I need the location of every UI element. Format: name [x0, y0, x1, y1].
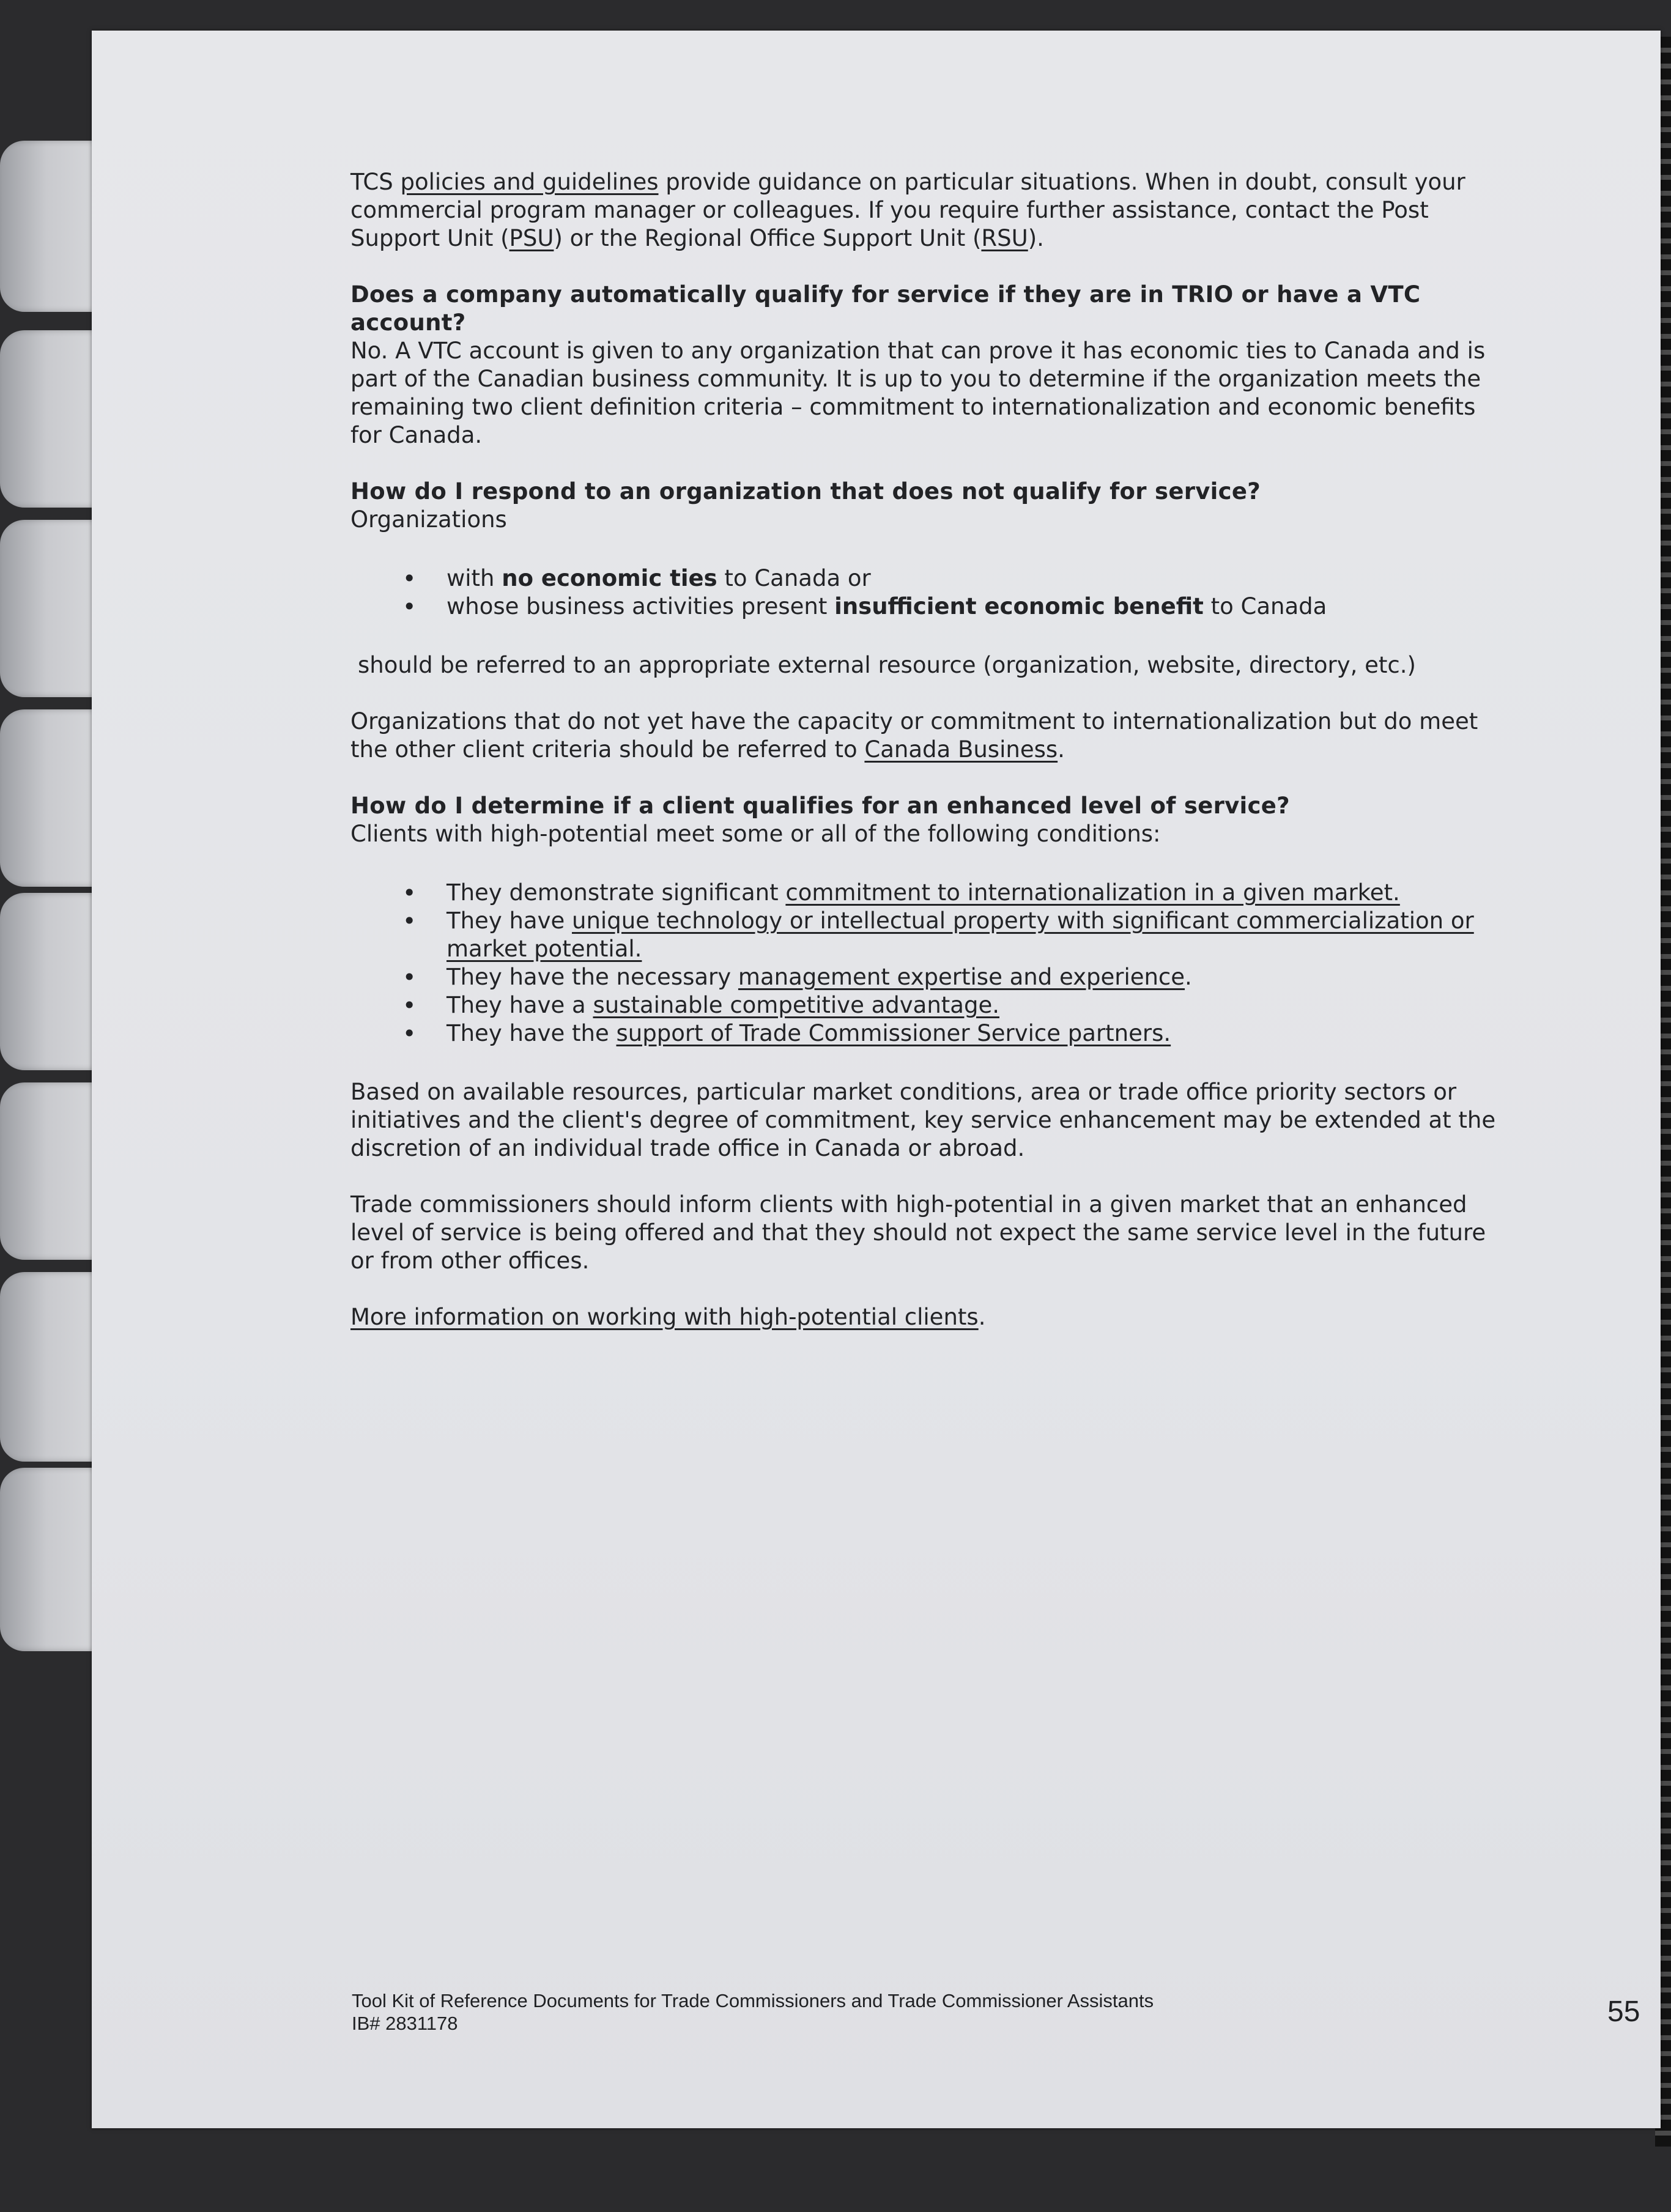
answer-lead: Organizations — [350, 506, 507, 533]
list-item: • They demonstrate significant commitment to internationalization in a given market. — [402, 879, 1513, 907]
psu-link[interactable]: PSU — [509, 225, 554, 251]
list-item: • whose business activities present insufficient economic benefit to Canada — [402, 593, 1513, 621]
unique-technology-link[interactable]: unique technology or intellectual property with significant commercialization or market potential. — [446, 908, 1474, 962]
intro-text: ). — [1028, 225, 1044, 251]
high-potential-clients-link[interactable]: More information on working with high-potential clients — [350, 1304, 979, 1330]
list-item: • They have unique technology or intellectual property with significant commercialization or market potential. — [402, 907, 1513, 963]
answer-paragraph: Based on available resources, particular market conditions, area or trade office priority sectors or initiatives and the client's degree of commitment, key service enhancement may be extended at the discretion of an individual trade office in Canada or abroad. — [350, 1079, 1496, 1161]
list-item: • They have a sustainable competitive advantage. — [402, 991, 1513, 1019]
answer-paragraph: should be referred to an appropriate external resource (organization, website, directory, etc.) — [358, 652, 1416, 678]
competitive-advantage-link[interactable]: sustainable competitive advantage. — [593, 992, 999, 1018]
page-number: 55 — [1607, 1996, 1640, 2028]
page-footer — [352, 1989, 1154, 2035]
bullet-list — [402, 879, 1513, 1048]
rsu-link[interactable]: RSU — [981, 225, 1028, 251]
list-item: • They have the support of Trade Commissioner Service partners. — [402, 1019, 1513, 1048]
bullet-list — [402, 564, 1513, 621]
intro-text: ) or the Regional Office Support Unit ( — [554, 225, 982, 251]
page-content — [350, 168, 1513, 1331]
answer-paragraph: Organizations that do not yet have the capacity or commitment to internationalization but do meet the other client criteria should be referred to Canada Business. — [350, 708, 1478, 763]
canada-business-link[interactable]: Canada Business — [864, 736, 1058, 763]
question-heading: Does a company automatically qualify for service if they are in TRIO or have a VTC account? — [350, 281, 1421, 336]
intro-text: TCS — [350, 169, 401, 195]
list-item: • with no economic ties to Canada or — [402, 564, 1513, 593]
question-heading: How do I determine if a client qualifies for an enhanced level of service? — [350, 793, 1290, 819]
management-expertise-link[interactable]: management expertise and experience — [738, 964, 1185, 990]
policies-guidelines-link[interactable]: policies and guidelines — [400, 169, 659, 195]
answer-lead: Clients with high-potential meet some or all of the following conditions: — [350, 821, 1161, 847]
intro-text: provide guidance on particular situations. When in doubt, consult your commercial program manager or colleagues. If you require further assistance, contact the Post Support Unit ( — [350, 169, 1465, 251]
footer-title: Tool Kit of Reference Documents for Trade Commissioners and Trade Commissioner Assistants — [352, 1990, 1154, 2011]
footer-doc-number: IB# 2831178 — [352, 2013, 458, 2034]
tcs-partners-link[interactable]: support of Trade Commissioner Service partners. — [616, 1020, 1171, 1046]
more-info-paragraph: More information on working with high-potential clients. — [350, 1304, 986, 1330]
question-heading: How do I respond to an organization that does not qualify for service? — [350, 478, 1261, 505]
answer-paragraph: Trade commissioners should inform clients with high-potential in a given market that an enhanced level of service is being offered and that they should not expect the same service level in the future or from other offices. — [350, 1191, 1486, 1274]
answer-paragraph: No. A VTC account is given to any organization that can prove it has economic ties to Canada and is part of the Canadian business community. It is up to you to determine if the organization meets the remaining two client definition criteria – commitment to internationalization and economic benefits for Canada. — [350, 338, 1486, 448]
intro-paragraph — [350, 168, 1513, 253]
commitment-link[interactable]: commitment to internationalization in a given market. — [785, 879, 1400, 906]
list-item: • They have the necessary management expertise and experience. — [402, 963, 1513, 991]
